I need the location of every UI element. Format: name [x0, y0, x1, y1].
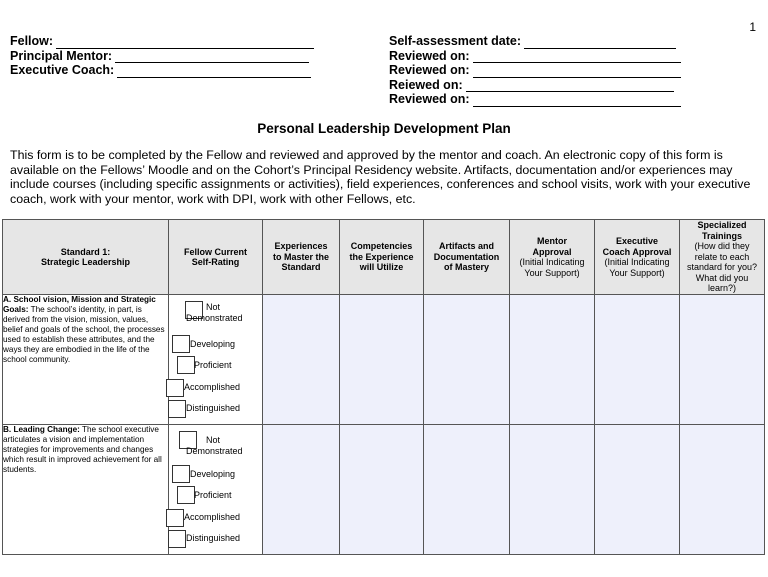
header-experiences: [263, 220, 340, 295]
header-mentor-line3: (Initial Indicating: [519, 257, 585, 267]
header-trainings-line3: (How did they: [694, 241, 750, 252]
fellow-field: [10, 34, 314, 49]
header-coach-line4: Your Support): [609, 267, 665, 278]
reviewed-on-input-line-1[interactable]: [473, 50, 681, 63]
header-trainings-line2: Trainings: [701, 230, 742, 241]
header-mentor-line1: Mentor: [537, 236, 567, 246]
standard-b-text: The school executive articulates a vision and implementation strategies for improvements and changes which result in improved achievement for all students.: [3, 425, 162, 474]
option-label-accomplished: Accomplished: [184, 382, 241, 392]
header-artifacts-line3: of Mastery: [443, 262, 489, 273]
reviewed-on-input-line-3[interactable]: [466, 79, 674, 92]
checkbox-distinguished[interactable]: [168, 530, 186, 548]
standard-a-cell: [3, 295, 169, 425]
header-self-rating: [169, 220, 263, 295]
option-label-accomplished: Accomplished: [184, 512, 241, 522]
header-competencies-line1: Competencies: [350, 241, 413, 252]
header-mentor-line2: Approval: [532, 246, 572, 257]
header-coach-line3: (Initial Indicating: [604, 257, 670, 267]
coach-approval-cell-b[interactable]: [595, 425, 680, 555]
option-label-developing: Developing: [190, 339, 236, 349]
mentor-approval-cell-b[interactable]: [510, 425, 595, 555]
header-artifacts-line2: Documentation: [433, 251, 500, 262]
self-rating-cell-a: [169, 295, 263, 425]
table-row: [3, 425, 765, 555]
coach-approval-cell-a[interactable]: [595, 295, 680, 425]
header-coach-approval: [595, 220, 680, 295]
reviewed-on-label-1: Reviewed on:: [389, 48, 470, 63]
header-artifacts: [424, 220, 510, 295]
header-competencies-line2: the Experience: [349, 251, 414, 262]
header-trainings-line1: Specialized: [697, 220, 747, 231]
header-trainings-line6: What did you: [695, 272, 749, 283]
checkbox-distinguished[interactable]: [168, 400, 186, 418]
reviewed-on-field-2: [389, 63, 681, 78]
page-number: 1: [749, 20, 756, 34]
standard-b-title: B. Leading Change:: [3, 425, 80, 434]
header-coach-line2: Coach Approval: [602, 246, 672, 257]
fellow-label: Fellow:: [10, 34, 54, 48]
header-experiences-line3: Standard: [281, 262, 321, 273]
competencies-cell-b[interactable]: [340, 425, 424, 555]
header-standard-line2: Strategic Leadership: [40, 257, 131, 267]
header-coach-line1: Executive: [615, 236, 659, 246]
self-assessment-date-label: Self-assessment date:: [389, 34, 522, 48]
reviewed-on-label-4: Reviewed on:: [389, 92, 470, 106]
option-label-not-line1: Not: [206, 435, 221, 445]
header-right: [389, 34, 681, 107]
option-label-distinguished: Distinguished: [186, 533, 241, 543]
standard-a-title: A. School vision, Mission and Strategic Goals:: [3, 295, 156, 314]
self-assessment-date-field: [389, 34, 681, 49]
mentor-approval-cell-a[interactable]: [510, 295, 595, 425]
intro-paragraph: This form is to be completed by the Fellow and reviewed and approved by the mentor and coach. An electronic copy of this form is available on the Fellows’ Moodle and on the Cohort’s Principal Residency website. Artifacts, documentation and/or experiences may include courses (including specific assignments or activities), field experiences, conferences and school visits, work with your executive coach, work with your mentor, work with DPI, work with other Fellows, etc.: [10, 148, 751, 206]
executive-coach-input-line[interactable]: [117, 65, 311, 78]
header-specialized-trainings: [680, 220, 765, 295]
reviewed-on-field-1: [389, 49, 681, 64]
option-label-proficient: Proficient: [194, 490, 232, 500]
header-left: [10, 34, 314, 78]
checkbox-developing[interactable]: [172, 335, 190, 353]
experiences-cell-a[interactable]: [263, 295, 340, 425]
header-experiences-line2: to Master the: [272, 251, 329, 262]
reviewed-on-field-4: [389, 92, 681, 107]
option-label-proficient: Proficient: [194, 360, 232, 370]
fellow-input-line[interactable]: [56, 36, 314, 49]
principal-mentor-label: Principal Mentor:: [10, 48, 113, 63]
option-label-not-line1: Not: [206, 302, 221, 312]
standard-b-cell: [3, 425, 169, 555]
header-standard: [3, 220, 169, 295]
standard-a-text: The school’s identity, in part, is derived from the vision, mission, values, belief and goals of the school, the processes used to establish these attributes, and the ways they are embodied in the life of the school community.: [3, 305, 165, 364]
header-self-rating-line2: Self-Rating: [191, 257, 240, 267]
header-mentor-line4: Your Support): [524, 267, 580, 278]
checkbox-developing[interactable]: [172, 465, 190, 483]
self-assessment-date-input-line[interactable]: [524, 36, 676, 49]
experiences-cell-b[interactable]: [263, 425, 340, 555]
checkbox-proficient[interactable]: [177, 486, 195, 504]
trainings-cell-b[interactable]: [680, 425, 765, 555]
header-competencies: [340, 220, 424, 295]
header-self-rating-line1: Fellow Current: [183, 246, 247, 257]
checkbox-accomplished[interactable]: [166, 509, 184, 527]
self-rating-cell-b: [169, 425, 263, 555]
header-trainings-line7: learn?): [707, 283, 736, 294]
executive-coach-field: [10, 63, 314, 78]
table-row: [3, 295, 765, 425]
reviewed-on-input-line-2[interactable]: [473, 65, 681, 78]
checkbox-proficient[interactable]: [177, 356, 195, 374]
reviewed-on-field-3: [389, 78, 681, 93]
header-mentor-approval: [510, 220, 595, 295]
executive-coach-label: Executive Coach:: [10, 63, 115, 77]
principal-mentor-input-line[interactable]: [115, 50, 309, 63]
trainings-cell-a[interactable]: [680, 295, 765, 425]
header-standard-line1: Standard 1:: [60, 246, 111, 257]
option-label-not-line2: Demonstrated: [186, 446, 243, 456]
development-plan-table: [2, 219, 765, 555]
header-trainings-line4: relate to each: [694, 251, 750, 262]
table-header-row: [3, 220, 765, 295]
header-competencies-line3: will Utilize: [359, 262, 404, 273]
reviewed-on-input-line-4[interactable]: [473, 94, 681, 107]
artifacts-cell-b[interactable]: [424, 425, 510, 555]
principal-mentor-field: [10, 49, 314, 64]
competencies-cell-a[interactable]: [340, 295, 424, 425]
option-label-developing: Developing: [190, 469, 236, 479]
option-label-not-line2: Demonstrated: [186, 313, 243, 323]
header-trainings-line5: standard for you?: [686, 262, 758, 273]
header-experiences-line1: Experiences: [274, 241, 328, 252]
option-label-distinguished: Distinguished: [186, 403, 241, 413]
document-title: Personal Leadership Development Plan: [257, 121, 511, 136]
header-artifacts-line1: Artifacts and: [438, 241, 494, 252]
reviewed-on-label-3: Reiewed on:: [389, 77, 463, 92]
artifacts-cell-a[interactable]: [424, 295, 510, 425]
checkbox-accomplished[interactable]: [166, 379, 184, 397]
reviewed-on-label-2: Reviewed on:: [389, 63, 470, 77]
